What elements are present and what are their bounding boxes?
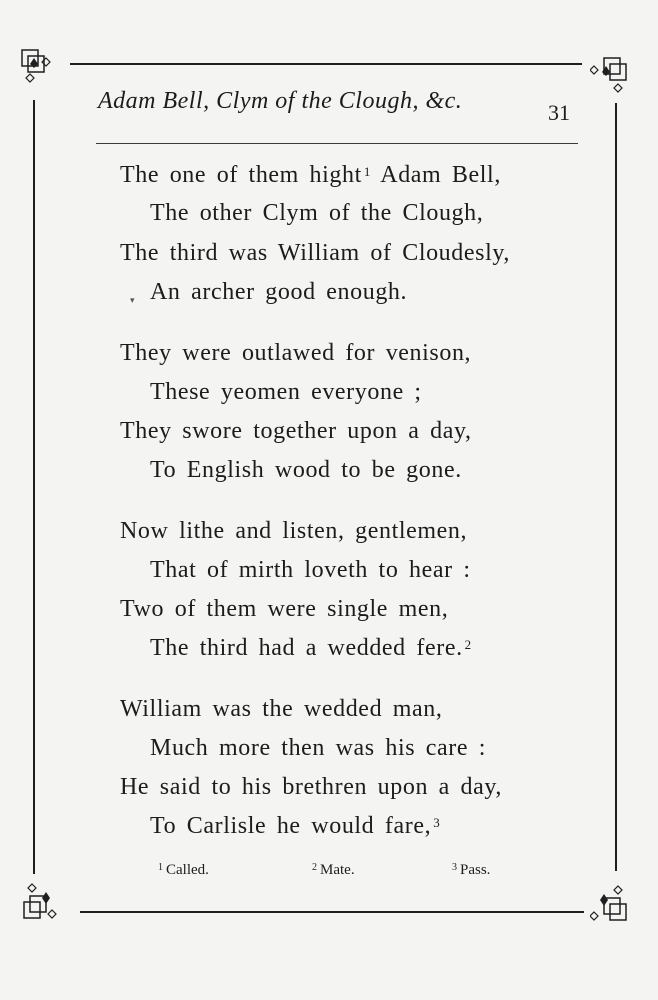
verse-line: They were outlawed for venison,	[120, 340, 472, 366]
footnote-marker: 1	[363, 164, 371, 179]
ink-speck: ▾	[130, 296, 135, 306]
footnote: $^1$ Called.	[158, 862, 209, 878]
frame-right-rule	[615, 103, 617, 871]
verse-line: That of mirth loveth to hear :	[150, 557, 471, 583]
footnote-marker: 3	[433, 815, 441, 830]
verse-line: The third was William of Cloudesly,	[120, 240, 510, 266]
running-header-title: Adam Bell, Clym of the Clough, &c.	[98, 88, 463, 114]
corner-ornament-icon	[16, 44, 62, 90]
verse-line: They swore together upon a day,	[120, 418, 472, 444]
verse-line: An archer good enough.	[150, 279, 408, 305]
verse-line: The third had a wedded fere. $^2$	[150, 635, 472, 661]
frame-bottom-rule	[80, 911, 584, 913]
frame-top-rule	[70, 63, 582, 65]
corner-ornament-icon	[590, 52, 636, 98]
footnote: $^2$ Mate.	[312, 862, 355, 878]
corner-ornament-icon	[16, 882, 62, 928]
page-number: 31	[548, 100, 570, 125]
verse-line: The other Clym of the Clough,	[150, 200, 484, 226]
verse-line: William was the wedded man,	[120, 696, 443, 722]
header-divider	[96, 143, 578, 144]
footnote: $^3$ Pass.	[452, 862, 491, 878]
verse-line: Now lithe and listen, gentlemen,	[120, 518, 468, 544]
verse-line: He said to his brethren upon a day,	[120, 774, 503, 800]
verse-line: Two of them were single men,	[120, 596, 449, 622]
verse-line: To Carlisle he would fare, $^3$	[150, 813, 441, 839]
verse-line: The one of them hight $^1$ Adam Bell,	[120, 162, 501, 188]
footnote-marker: 2	[464, 637, 472, 652]
verse-line: These yeomen everyone ;	[150, 379, 422, 405]
frame-left-rule	[33, 100, 35, 874]
corner-ornament-icon	[590, 884, 636, 930]
verse-line: Much more then was his care :	[150, 735, 486, 761]
verse-line: To English wood to be gone.	[150, 457, 462, 483]
